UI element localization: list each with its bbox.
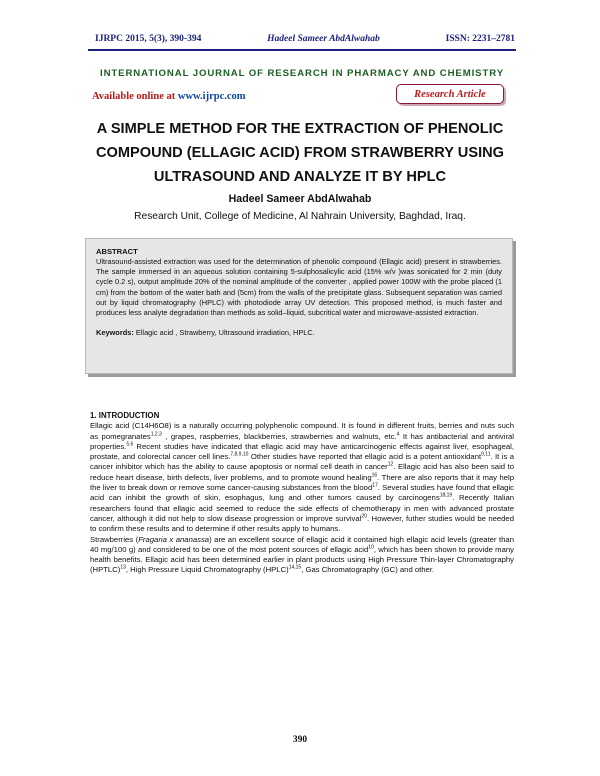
citation: 10 [368,544,374,551]
author-name: Hadeel Sameer AbdAlwahab [228,193,372,205]
abstract-heading: ABSTRACT [96,247,138,256]
article-type-label: Research Article [414,88,486,100]
citation: 12 [387,461,394,468]
abstract-box [85,238,513,374]
paper-title: A SIMPLE METHOD FOR THE EXTRACTION OF PHENOLIC COMPOUND (ELLAGIC ACID) FROM STRAWBERRY USING ULTRASOUND AND ANALYZE IT BY HPLC [95,121,505,185]
journal-url-link[interactable]: www.ijrpc.com [177,91,246,102]
keywords-list: Ellagic acid , Strawberry, Ultrasound irradiation, HPLC. [133,328,315,338]
journal-name: INTERNATIONAL JOURNAL OF RESEARCH IN PHARMACY AND CHEMISTRY [100,68,504,79]
section-heading: 1. INTRODUCTION [90,411,160,420]
intro-paragraph-1: Ellagic acid (C14H6O8) is a naturally occurring polyphenolic compound. It is found in different fruits, berries and nuts such as pomegranates$^{1,2,3}$ , grapes, raspberries, blackberries, strawberries and walnuts, etc.$^4$ It has antibacterial and antiviral properties.$^{5,6}$ Recent studies have indicated that ellagic acid may have anticarcinogenic effects against liver, esophageal, prostate, and colorectal cancer cell lines.$^{7,8,9,10}$ Other studies have reported that ellagic acid is a potent antioxidant$^{9,11}$. It is a cancer inhibitor which has the ability to cause apoptosis or normal cell death in cancer$^{12}$. Ellagic acid has also been said to reduce heart disease, birth defects, liver problems, and to promote wound healing$^{16}$. There are also reports that it may help the liver to break down or remove some cancer-causing substances from the blood$^{17}$. Several studies have found that ellagic acid can inhibit the growth of skin, esophagus, lung and other tumors caused by carcinogens$^{18,19}$. Recently Italian researchers found that ellagic acid seemed to reduce the side effects of chemotherapy in men with advanced prostate cancer, although it did not help to slow disease progression or improve survival$^{20}$. However, futher studies would be needed to confirm these results and to determine if other results apply to humans. [90,421,515,534]
journal-reference: IJRPC 2015, 5(3), 390-394 [95,34,202,44]
citation: 17 [372,482,378,489]
keywords-label: Keywords: [96,328,134,338]
abstract-text: Ultrasound-assisted extraction was used for the determination of phenolic compound (Ellagic acid) present in strawberries. The sample immersed in an aqueous solution containing 5-sulphosalicylic acid (15% w/v )was sonicated for 2 min (duty cycle 0.2 s), output amplitude 20% of the nominal amplitude of the converter , applied power 100W with the probe placed (1 cm) from the bottom of the water bath and (5cm) from the walls of the precipitate glass. Subsequent separation was carried out by liquid chromatography (HPLC) with photodiode array UV detection. This proposed method, is much faster and produces less analyte degradation than methods as solid–liquid, subcritical water and microwave-assisted extraction. [96,257,502,318]
citation: 13 [120,564,126,571]
availability-label: Available online at [92,91,178,102]
article-type-badge [396,84,504,104]
citation: 5,6 [126,441,134,448]
introduction-section [90,411,514,576]
citation: 14,15 [288,564,302,571]
citation: 18,19 [439,492,453,499]
citation: 9,11 [481,451,491,458]
citation: 1,2,3 [150,431,162,438]
citation: 16 [371,472,378,479]
author-affiliation: Research Unit, College of Medicine, Al Nahrain University, Baghdad, Iraq. [134,211,466,222]
header-divider [88,49,516,51]
citation: 7,8,9,10 [230,451,249,458]
keywords-line [96,328,502,337]
header-author: Hadeel Sameer AbdAlwahab [267,34,380,44]
citation: 20 [361,513,367,520]
running-header [95,34,515,44]
species-name: Fragaria x ananassa [138,534,210,544]
citation: 4 [396,431,400,438]
intro-paragraph-2: Strawberries (Fragaria x ananassa) are an excellent source of ellagic acid it contained high ellagic acid levels (greater than 40 mg/100 g) and considered to be one of the most potent sources of ellagic acid$^{10}$, which has been shown to provide many health benefits. Ellagic acid has been determined earlier in plant products using High Pressure Thin-layer Chromatography (HPTLC)$^{13}$, High Pressure Liquid Chromatography (HPLC)$^{14,15}$, Gas Chromatography (GC) and other. [90,534,514,575]
availability-line [92,91,246,102]
issn: ISSN: 2231–2781 [445,34,515,44]
page-number: 390 [292,735,308,745]
